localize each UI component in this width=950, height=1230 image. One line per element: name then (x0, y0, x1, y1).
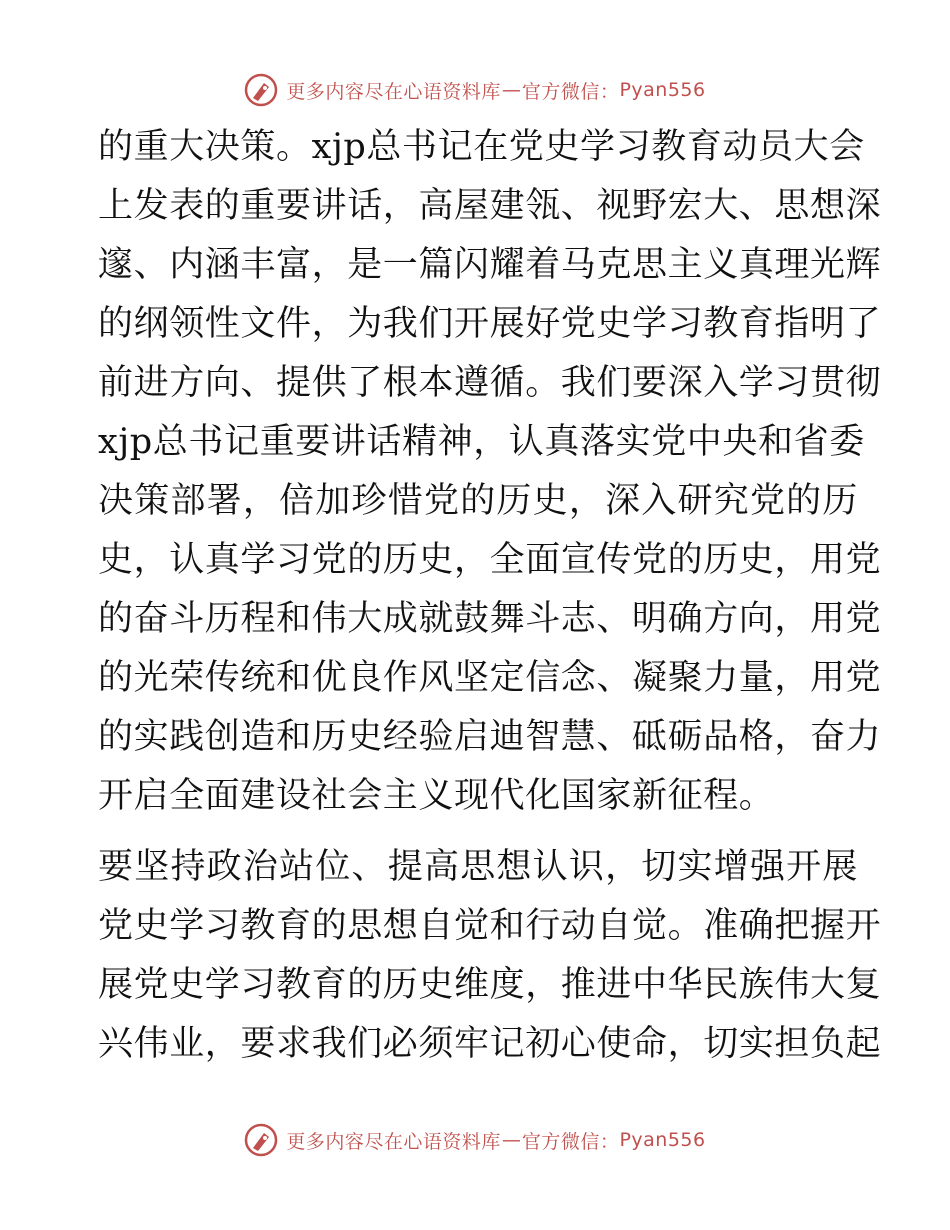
text-line: 的光荣传统和优良作风坚定信念、凝聚力量，用党 (98, 658, 882, 698)
pen-nib-circle-icon (244, 73, 278, 107)
text-line: 展党史学习教育的历史维度，推进中华民族伟大复 (98, 965, 882, 1005)
text-line: 的奋斗历程和伟大成就鼓舞斗志、明确方向，用党 (98, 599, 882, 639)
watermark-official-label: 官方微信： (521, 1130, 620, 1153)
text-line: 上发表的重要讲话，高屋建瓴、视野宏大、思想深 (98, 186, 882, 226)
text-line: 要坚持政治站位、提高思想认识，切实增强开展 (98, 847, 858, 887)
text-line: 开启全面建设社会主义现代化国家新征程。 (98, 776, 775, 816)
text-line: 党史学习教育的思想自觉和行动自觉。准确把握开 (98, 906, 882, 946)
paragraph-1 (98, 118, 882, 826)
watermark-text: 更多内容尽在心语资料库 (286, 1130, 501, 1153)
text-line: 兴伟业，要求我们必须牢记初心使命，切实担负起 (98, 1024, 882, 1064)
watermark-wechat-id: Pyan556 (619, 79, 706, 101)
text-line: xjp总书记重要讲话精神，认真落实党中央和省委 (98, 422, 865, 462)
text-line: 邃、内涵丰富，是一篇闪耀着马克思主义真理光辉 (98, 245, 882, 285)
watermark-official-label: 官方微信： (521, 80, 620, 103)
text-line: 的实践创造和历史经验启迪智慧、砥砺品格，奋力 (98, 717, 882, 757)
text-line: 前进方向、提供了根本遵循。我们要深入学习贯彻 (98, 363, 882, 403)
paragraph-2 (98, 838, 882, 1074)
text-line: 的纲领性文件，为我们开展好党史学习教育指明了 (98, 304, 882, 344)
watermark-text: 更多内容尽在心语资料库 (286, 80, 501, 103)
footer-watermark (0, 1120, 950, 1160)
watermark-wechat-id: Pyan556 (619, 1129, 706, 1151)
pen-nib-circle-icon (244, 1123, 278, 1157)
text-line: 决策部署，倍加珍惜党的历史，深入研究党的历 (98, 481, 858, 521)
watermark-dash: — (501, 79, 521, 101)
text-line: 史，认真学习党的历史，全面宣传党的历史，用党 (98, 540, 882, 580)
watermark-dash: — (501, 1129, 521, 1151)
header-watermark (0, 70, 950, 110)
text-line: 的重大决策。xjp总书记在党史学习教育动员大会 (98, 127, 865, 167)
document-body (98, 118, 882, 1074)
